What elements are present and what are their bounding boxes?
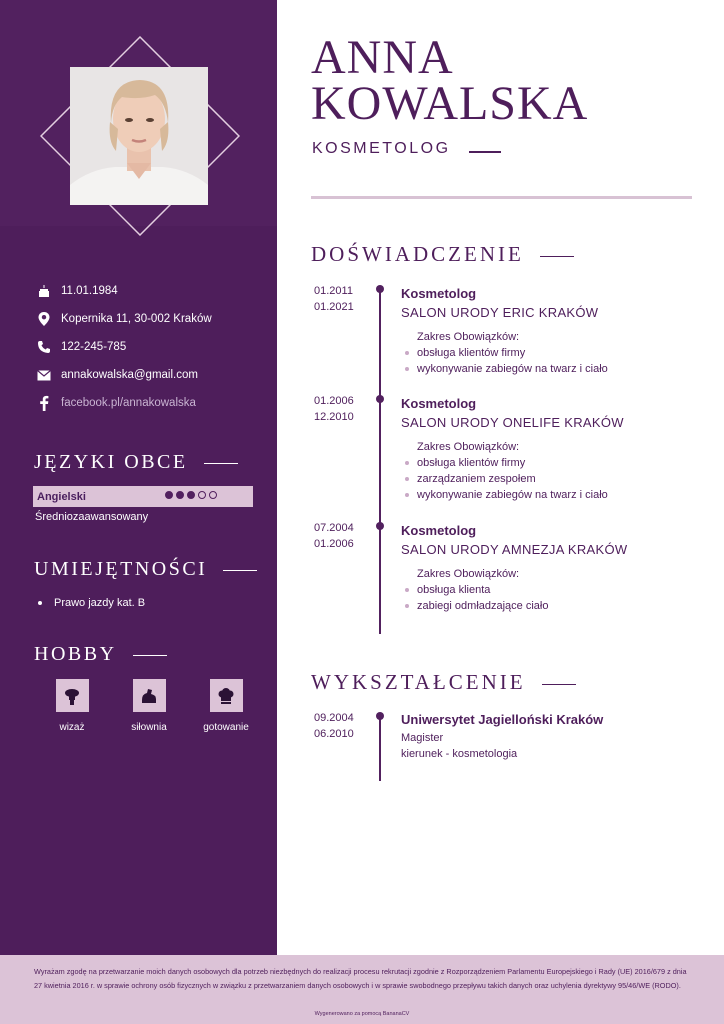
experience-heading: DOŚWIADCZENIE	[311, 242, 574, 267]
job-title: Kosmetolog	[401, 286, 477, 301]
header-divider	[311, 196, 692, 199]
location-icon	[36, 311, 52, 327]
facebook-icon	[36, 395, 52, 411]
hobby-label: siłownia	[131, 722, 167, 733]
first-name: ANNA	[311, 31, 454, 84]
contact-phone-text: 122-245-785	[61, 341, 127, 353]
hobby-item-cooking	[191, 679, 261, 733]
contact-address	[36, 309, 276, 329]
duties-label: Zakres Obowiązków:	[417, 331, 520, 343]
generated-by: Wygenerowano za pomocą BananaCV	[314, 1011, 410, 1017]
job-dates: 01.2011 01.2021	[314, 285, 354, 313]
timeline-node	[376, 522, 384, 530]
hobby-label: gotowanie	[203, 722, 249, 733]
gym-icon	[133, 679, 166, 712]
duty-item: wykonywanie zabiegów na twarz i ciało	[405, 363, 608, 375]
phone-icon	[36, 339, 52, 355]
chef-hat-icon	[210, 679, 243, 712]
education-field: kierunek - kosmetologia	[401, 748, 518, 760]
rating-dot	[198, 491, 206, 499]
contact-phone	[36, 337, 276, 357]
education-heading: WYKSZTAŁCENIE	[311, 670, 576, 695]
mail-icon	[36, 367, 52, 383]
education-timeline	[379, 714, 381, 781]
contact-address-text: Kopernika 11, 30-002 Kraków	[61, 313, 212, 325]
language-rating	[165, 491, 217, 499]
experience-timeline	[379, 288, 381, 634]
job-dates: 01.2006 12.2010	[314, 395, 354, 423]
duty-item: wykonywanie zabiegów na twarz i ciało	[405, 489, 608, 501]
job-company: SALON URODY ERIC KRAKÓW	[401, 305, 599, 320]
timeline-node	[376, 395, 384, 403]
job-title: Kosmetolog	[401, 396, 477, 411]
skill-item: Prawo jazdy kat. B	[38, 597, 145, 609]
cake-icon	[36, 283, 52, 299]
hobby-label: wizaż	[59, 722, 85, 733]
contact-birthdate	[36, 281, 276, 301]
job-title: Kosmetolog	[401, 523, 477, 538]
hobby-item-gym	[114, 679, 184, 733]
job-company: SALON URODY AMNEZJA KRAKÓW	[401, 542, 628, 557]
contact-email-text[interactable]: annakowalska@gmail.com	[61, 369, 198, 381]
education-school: Uniwersytet Jagielloński Kraków	[401, 712, 604, 727]
contact-facebook	[36, 393, 276, 413]
makeup-icon	[56, 679, 89, 712]
rating-dot	[165, 491, 173, 499]
timeline-node	[376, 712, 384, 720]
contact-email	[36, 365, 276, 385]
consent-clause: Wyrażam zgodę na przetwarzanie moich danych osobowych dla potrzeb niezbędnych do realizacji procesu rekrutacji zgodnie z Rozporządzeniem Parlamentu Europejskiego i Rady (UE) 2016/679 z dnia 27 kwietnia 2016 r. w sprawie ochrony osób fizycznych w związku z przetwarzaniem danych osobowych i w sprawie swobodnego przepływu takich danych oraz uchylenia dyrektywy 95/46/WE (RODO).	[34, 967, 687, 990]
duty-item: obsługa klientów firmy	[405, 347, 525, 359]
skills-heading: UMIEJĘTNOŚCI	[34, 558, 257, 581]
role-divider	[469, 151, 501, 153]
timeline-node	[376, 285, 384, 293]
language-level: Średniozaawansowany	[35, 511, 149, 523]
rating-dot	[187, 491, 195, 499]
education-degree: Magister	[401, 732, 444, 744]
contact-birthdate-text: 11.01.1984	[61, 285, 118, 297]
education-dates: 09.2004 06.2010	[314, 712, 354, 740]
contact-facebook-text[interactable]: facebook.pl/annakowalska	[61, 397, 196, 409]
duty-item: obsługa klientów firmy	[405, 457, 525, 469]
sidebar-lower-band	[0, 226, 277, 955]
duty-item: zarządzaniem zespołem	[405, 473, 536, 485]
last-name: KOWALSKA	[311, 77, 589, 130]
hobby-heading: HOBBY	[34, 643, 167, 666]
hobby-item-makeup	[37, 679, 107, 733]
language-name: Angielski	[37, 490, 86, 503]
duty-item: obsługa klienta	[405, 584, 490, 596]
rating-dot	[176, 491, 184, 499]
profile-photo	[70, 67, 208, 205]
duty-item: zabiegi odmładzające ciało	[405, 600, 548, 612]
job-role: KOSMETOLOG	[312, 140, 451, 157]
language-row	[33, 486, 253, 507]
job-dates: 07.2004 01.2006	[314, 522, 354, 550]
languages-heading: JĘZYKI OBCE	[34, 451, 238, 474]
rating-dot	[209, 491, 217, 499]
duties-label: Zakres Obowiązków:	[417, 568, 520, 580]
job-company: SALON URODY ONELIFE KRAKÓW	[401, 415, 624, 430]
duties-label: Zakres Obowiązków:	[417, 441, 520, 453]
